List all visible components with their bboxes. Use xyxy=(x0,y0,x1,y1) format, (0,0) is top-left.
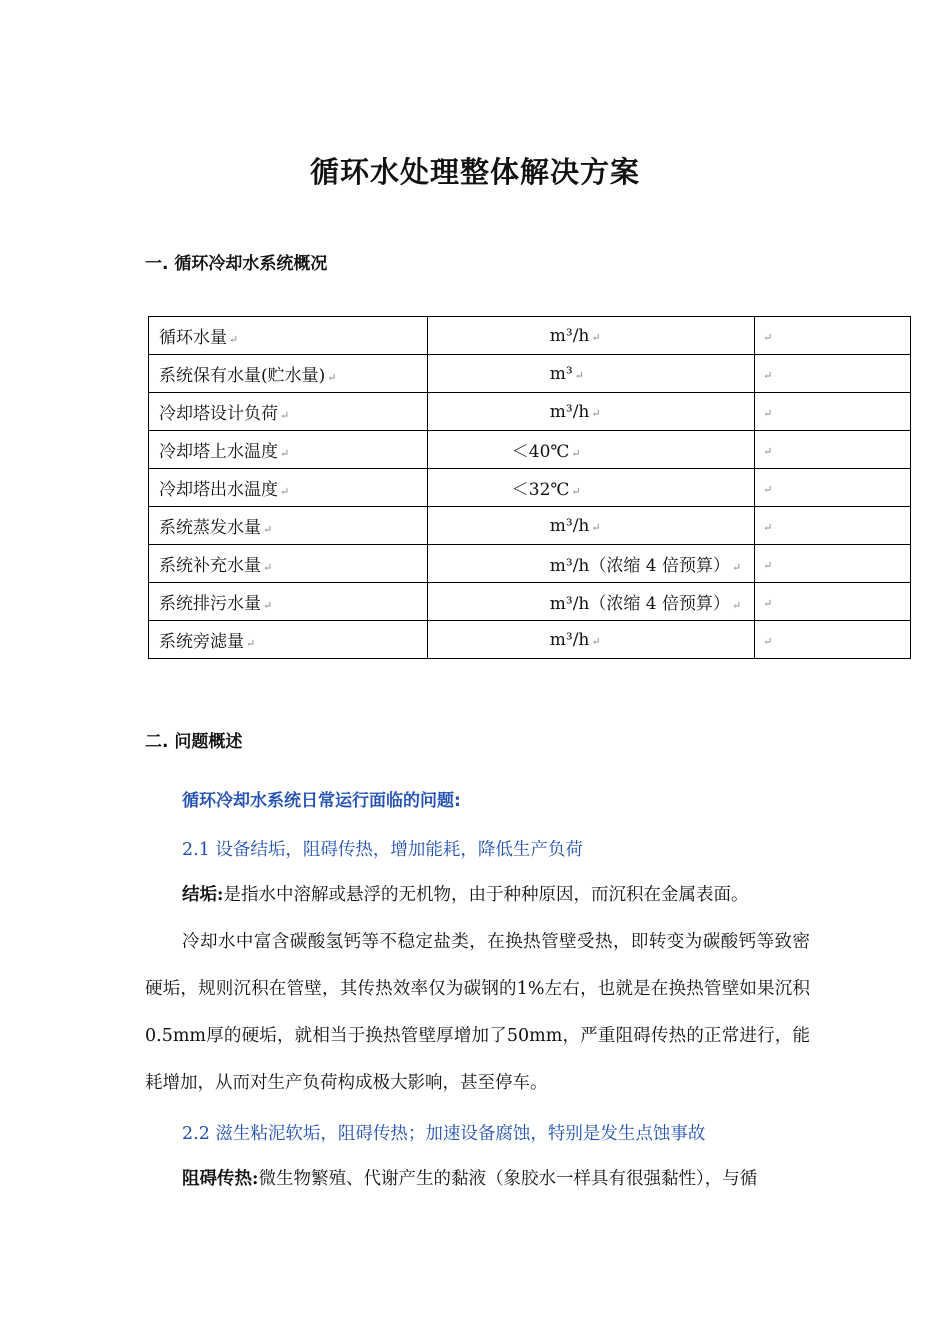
paragraph-mark-icon: ↵ xyxy=(763,558,773,572)
param-label-cell xyxy=(149,507,428,545)
param-label: 冷却塔设计负荷 xyxy=(159,404,278,424)
heat-transfer-text: 微生物繁殖、代谢产生的黏液（象胶水一样具有很强黏性），与循 xyxy=(258,1169,758,1189)
empty-cell xyxy=(755,507,911,545)
paragraph-mark-icon: ↵ xyxy=(763,596,773,610)
param-value-cell xyxy=(427,583,754,621)
scaling-label: 结垢: xyxy=(182,885,224,905)
param-value: m³/h xyxy=(549,629,590,650)
param-value-cell xyxy=(427,469,754,507)
param-value: ＜40℃ xyxy=(511,442,570,462)
param-label: 系统排污水量 xyxy=(159,594,261,614)
param-label: 循环水量 xyxy=(159,328,227,348)
paragraph-mark-icon: ↵ xyxy=(732,599,742,612)
param-value: m³/h xyxy=(549,401,590,422)
param-value-cell xyxy=(427,545,754,583)
table-row xyxy=(149,583,911,621)
param-label: 冷却塔上水温度 xyxy=(159,442,278,462)
document-title: 循环水处理整体解决方案 xyxy=(309,155,640,189)
paragraph-mark-icon: ↵ xyxy=(280,447,290,460)
param-label-cell xyxy=(149,469,428,507)
empty-cell xyxy=(755,431,911,469)
paragraph-mark-icon: ↵ xyxy=(591,406,601,420)
paragraph-mark-icon: ↵ xyxy=(229,333,239,346)
paragraph-mark-icon: ↵ xyxy=(246,637,256,650)
empty-cell xyxy=(755,583,911,621)
paragraph-mark-icon: ↵ xyxy=(763,634,773,648)
param-label: 系统蒸发水量 xyxy=(159,518,261,538)
paragraph-mark-icon: ↵ xyxy=(763,368,773,382)
param-value-cell xyxy=(427,621,754,659)
paragraph-mark-icon: ↵ xyxy=(763,330,773,344)
param-value: m³/h（浓缩 4 倍预算） xyxy=(549,594,731,614)
paragraph-heat-transfer xyxy=(182,1156,822,1203)
paragraph-mark-icon: ↵ xyxy=(327,371,337,384)
paragraph-mark-icon: ↵ xyxy=(571,447,581,460)
param-value-cell xyxy=(427,355,754,393)
param-label-cell xyxy=(149,431,428,469)
param-label-cell xyxy=(149,355,428,393)
heat-transfer-label: 阻碍传热: xyxy=(182,1169,259,1189)
paragraph-mark-icon: ↵ xyxy=(591,634,601,648)
param-label-cell xyxy=(149,545,428,583)
paragraph-mark-icon: ↵ xyxy=(263,561,273,574)
paragraph-mark-icon: ↵ xyxy=(571,485,581,498)
param-value: m³ xyxy=(549,363,573,384)
param-label-cell xyxy=(149,621,428,659)
param-value: m³/h xyxy=(549,325,590,346)
section-heading-problems: 二. 问题概述 xyxy=(145,732,243,752)
param-value: ＜32℃ xyxy=(511,480,570,500)
param-value: m³/h xyxy=(549,515,590,536)
empty-cell xyxy=(755,317,911,355)
scaling-text: 是指水中溶解或悬浮的无机物，由于种种原因，而沉积在金属表面。 xyxy=(223,885,749,905)
empty-cell xyxy=(755,545,911,583)
param-label: 冷却塔出水温度 xyxy=(159,480,278,500)
param-label: 系统补充水量 xyxy=(159,556,261,576)
paragraph-mark-icon: ↵ xyxy=(763,482,773,496)
param-value-cell xyxy=(427,431,754,469)
system-parameters-table xyxy=(148,316,911,659)
paragraph-mark-icon: ↵ xyxy=(591,330,601,344)
paragraph-mark-icon: ↵ xyxy=(280,485,290,498)
empty-cell xyxy=(755,621,911,659)
table-row xyxy=(149,507,911,545)
table-row xyxy=(149,545,911,583)
param-label-cell xyxy=(149,393,428,431)
empty-cell xyxy=(755,469,911,507)
paragraph-mark-icon: ↵ xyxy=(591,520,601,534)
param-value-cell xyxy=(427,393,754,431)
param-label: 系统保有水量(贮水量) xyxy=(159,366,326,386)
paragraph-scaling-definition xyxy=(182,872,822,919)
table-row xyxy=(149,317,911,355)
paragraph-scaling-detail: 冷却水中富含碳酸氢钙等不稳定盐类，在换热管壁受热，即转变为碳酸钙等致密硬垢，规则沉积在管壁，其传热效率仅为碳钢的1%左右，也就是在换热管壁如果沉积0.5mm厚的硬垢，就相当于换热管壁厚增加了50mm，严重阻碍传热的正常进行，能耗增加，从而对生产负荷构成极大影响，甚至停车。 xyxy=(145,932,810,1093)
param-value-cell xyxy=(427,507,754,545)
table-row xyxy=(149,469,911,507)
empty-cell xyxy=(755,355,911,393)
subsection-2-1: 2.1 设备结垢，阻碍传热，增加能耗，降低生产负荷 xyxy=(182,840,583,860)
table-row xyxy=(149,393,911,431)
table-row xyxy=(149,621,911,659)
section-heading-overview: 一. 循环冷却水系统概况 xyxy=(145,254,328,274)
param-value: m³/h（浓缩 4 倍预算） xyxy=(549,556,731,576)
table-row xyxy=(149,431,911,469)
paragraph-mark-icon: ↵ xyxy=(732,561,742,574)
subsection-2-2: 2.2 滋生粘泥软垢，阻碍传热；加速设备腐蚀，特别是发生点蚀事故 xyxy=(182,1124,706,1144)
param-value-cell xyxy=(427,317,754,355)
param-label-cell xyxy=(149,583,428,621)
paragraph-mark-icon: ↵ xyxy=(763,520,773,534)
paragraph-mark-icon: ↵ xyxy=(763,406,773,420)
paragraph-mark-icon: ↵ xyxy=(263,599,273,612)
paragraph-mark-icon: ↵ xyxy=(280,409,290,422)
paragraph-mark-icon: ↵ xyxy=(263,523,273,536)
param-label-cell xyxy=(149,317,428,355)
empty-cell xyxy=(755,393,911,431)
problem-subtitle: 循环冷却水系统日常运行面临的问题: xyxy=(182,791,461,811)
param-label: 系统旁滤量 xyxy=(159,632,244,652)
paragraph-mark-icon: ↵ xyxy=(763,444,773,458)
paragraph-mark-icon: ↵ xyxy=(574,368,584,382)
table-row xyxy=(149,355,911,393)
